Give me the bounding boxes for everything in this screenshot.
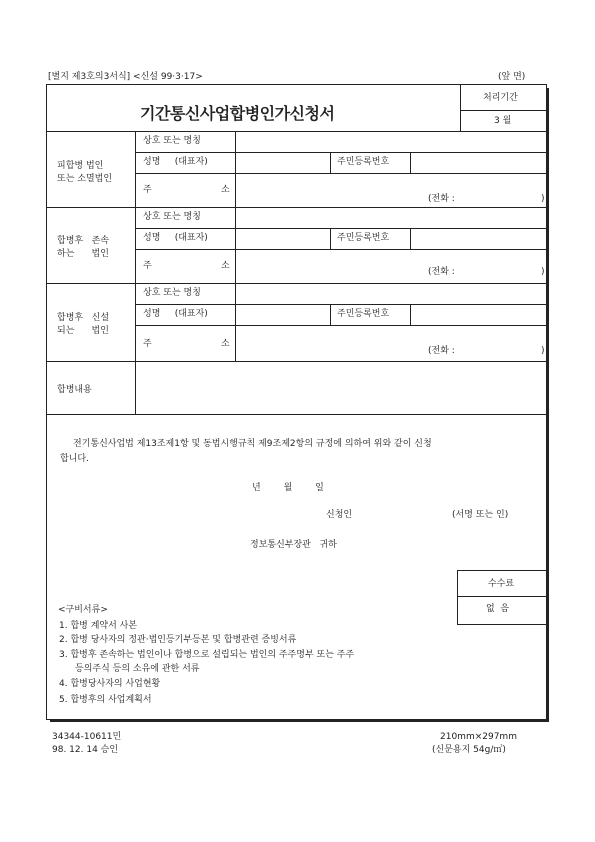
processing-period-value: 3 월 <box>494 116 512 126</box>
merger-content-field[interactable] <box>137 363 545 412</box>
address-label-start: 주 <box>143 339 152 349</box>
phone-label: (전화 : <box>428 346 455 356</box>
document-item: 5. 합병후의 사업계획서 <box>59 695 152 705</box>
divider <box>457 570 547 571</box>
divider <box>46 414 547 415</box>
company-name-label: 상호 또는 명칭 <box>143 136 201 146</box>
divider <box>457 596 547 597</box>
divider <box>410 152 411 173</box>
divider <box>330 304 331 325</box>
representative-field[interactable] <box>237 230 329 248</box>
divider <box>457 570 458 624</box>
divider <box>460 84 461 131</box>
divider <box>410 228 411 249</box>
form-reference: [별지 제3호의3서식] <신설 99·3·17> <box>48 72 203 82</box>
company-name-field[interactable] <box>237 209 545 227</box>
applicant-signature-field[interactable] <box>362 506 448 522</box>
section-3-label-line2: 되는 법인 <box>57 326 109 336</box>
divider <box>135 361 136 414</box>
documents-heading: <구비서류> <box>58 605 108 615</box>
representative-label: 성명 (대표자) <box>143 309 208 319</box>
divider <box>235 283 236 361</box>
address-field[interactable] <box>237 327 545 359</box>
representative-field[interactable] <box>237 306 329 324</box>
section-2-label-line2: 하는 법인 <box>57 249 109 259</box>
form-title: 기간통신사업합병인가신청서 <box>140 104 335 123</box>
divider <box>135 152 547 153</box>
address-label-start: 주 <box>143 261 152 271</box>
divider <box>135 249 547 250</box>
resident-number-field[interactable] <box>412 230 545 248</box>
divider <box>46 361 547 362</box>
company-name-label: 상호 또는 명칭 <box>143 288 201 298</box>
divider <box>135 173 547 174</box>
divider <box>46 207 547 208</box>
divider <box>135 283 136 361</box>
phone-close: ) <box>541 194 545 204</box>
representative-field[interactable] <box>237 154 329 172</box>
company-name-field[interactable] <box>237 133 545 151</box>
recipient: 정보통신부장관 귀하 <box>250 540 337 550</box>
processing-period-label: 처리기간 <box>483 93 518 103</box>
page-side-label: (앞 면) <box>498 72 526 82</box>
document-item: 3. 합병후 존속하는 법인이나 합병으로 설립되는 법인의 주주명부 또는 주주 <box>59 650 355 660</box>
phone-close: ) <box>541 267 545 277</box>
signature-note: (서명 또는 인) <box>452 510 509 520</box>
address-field[interactable] <box>237 175 545 205</box>
paper-size: 210mm×297mm <box>440 732 517 742</box>
divider <box>135 228 547 229</box>
section-2-label-line1: 합병후 존속 <box>57 236 110 246</box>
fee-label: 수수료 <box>488 579 515 589</box>
representative-label: 성명 (대표자) <box>143 157 208 167</box>
statement-line-1: 전기통신사업법 제13조제1항 및 동법시행규칙 제9조제2항의 규정에 의하여 위와 같이 신청 <box>73 439 432 449</box>
section-1-label-line1: 피합병 법인 <box>57 161 104 171</box>
divider <box>135 207 136 283</box>
divider <box>135 304 547 305</box>
section-3-label-line1: 합병후 신설 <box>57 313 110 323</box>
divider <box>330 152 331 173</box>
section-1-label <box>57 160 112 186</box>
section-2-label <box>57 235 109 261</box>
company-name-label: 상호 또는 명칭 <box>143 212 201 222</box>
paper-type: (신문용지 54g/㎡) <box>432 745 506 755</box>
fee-value: 없 음 <box>486 604 510 614</box>
statement-line-2: 합니다. <box>60 454 89 464</box>
address-label-end: 소 <box>221 339 230 349</box>
section-3-label <box>57 312 109 338</box>
divider <box>410 304 411 325</box>
divider <box>457 624 547 625</box>
resident-number-field[interactable] <box>412 306 545 324</box>
applicant-label: 신청인 <box>326 510 353 520</box>
address-label-end: 소 <box>221 185 230 195</box>
section-1-label-line2: 또는 소멸법인 <box>57 174 113 184</box>
form-code: 34344-10611민 <box>52 732 122 742</box>
divider <box>135 131 136 207</box>
divider <box>235 207 236 283</box>
document-item: 4. 합병당사자의 사업현황 <box>59 679 161 689</box>
representative-label: 성명 (대표자) <box>143 233 208 243</box>
phone-label: (전화 : <box>428 267 455 277</box>
divider <box>46 131 547 132</box>
resident-number-label: 주민등록번호 <box>337 157 390 167</box>
address-label-start: 주 <box>143 185 152 195</box>
address-label-end: 소 <box>221 261 230 271</box>
phone-label: (전화 : <box>428 194 455 204</box>
divider <box>235 131 236 207</box>
document-item: 1. 합병 계약서 사본 <box>59 621 138 631</box>
resident-number-label: 주민등록번호 <box>337 309 390 319</box>
divider <box>46 283 547 284</box>
resident-number-field[interactable] <box>412 154 545 172</box>
resident-number-label: 주민등록번호 <box>337 233 390 243</box>
company-name-field[interactable] <box>237 285 545 303</box>
document-item: 2. 합병 당사자의 정관·법인등기부등본 및 합병관련 증빙서류 <box>59 635 297 645</box>
approval-date: 98. 12. 14 승인 <box>52 745 119 755</box>
document-item-continued: 등의주식 등의 소유에 관한 서류 <box>75 664 200 674</box>
divider <box>330 228 331 249</box>
phone-close: ) <box>541 346 545 356</box>
merger-content-label: 합병내용 <box>57 385 92 395</box>
address-field[interactable] <box>237 251 545 281</box>
divider <box>135 325 547 326</box>
application-date: 년 월 일 <box>252 483 324 493</box>
divider <box>460 110 547 111</box>
